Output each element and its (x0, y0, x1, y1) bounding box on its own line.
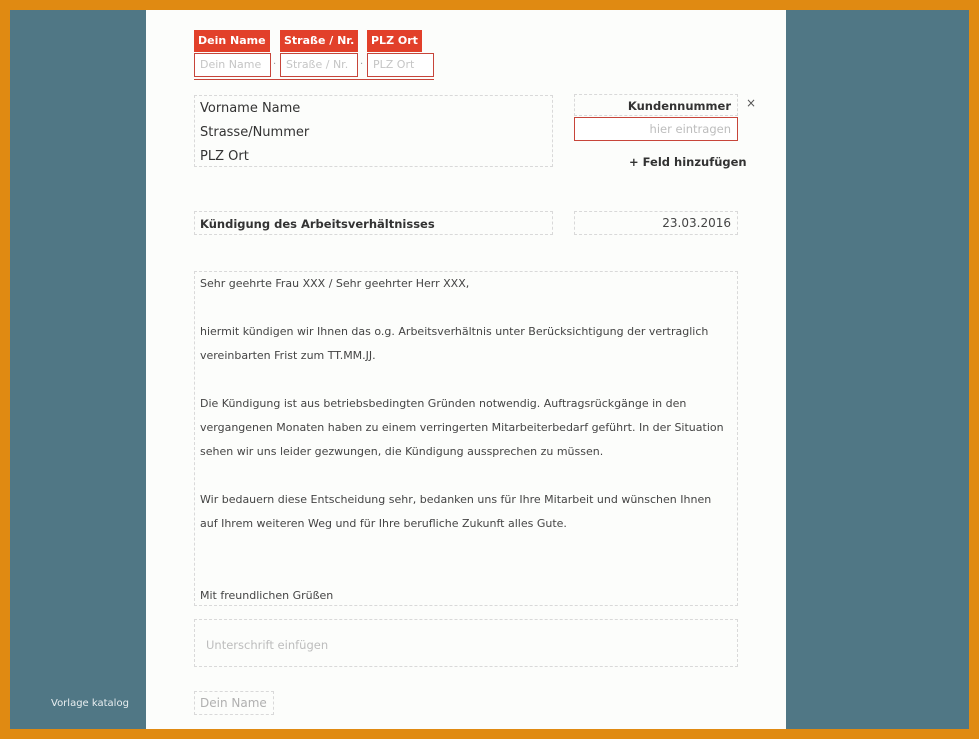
recipient-city: PLZ Ort (200, 149, 249, 164)
blank-line (200, 464, 732, 488)
sender-name-input[interactable]: Dein Name (194, 53, 271, 77)
paragraph-line: vergangenen Monaten haben zu einem verringerten Mitarbeiterbedarf geführt. In der Situation (200, 421, 724, 434)
letter-page (146, 10, 786, 729)
footer-name-placeholder: Dein Name (200, 696, 267, 710)
sender-city-label: PLZ Ort (367, 30, 422, 52)
blank-line (200, 536, 732, 560)
sender-city-input[interactable]: PLZ Ort (367, 53, 434, 77)
paragraph-line: hiermit kündigen wir Ihnen das o.g. Arbeitsverhältnis unter Berücksichtigung der vertraglich (200, 325, 709, 338)
add-field-button[interactable]: + Feld hinzufügen (629, 155, 747, 169)
customer-number-input[interactable] (574, 117, 738, 141)
footer-name-field[interactable] (194, 691, 274, 715)
sender-street-label: Straße / Nr. (280, 30, 358, 52)
paragraph-line: auf Ihrem weiteren Weg und für Ihre berufliche Zukunft alles Gute. (200, 517, 567, 530)
subject-text: Kündigung des Arbeitsverhältnisses (200, 217, 435, 231)
recipient-name: Vorname Name (200, 101, 301, 116)
blank-line (200, 368, 732, 392)
date-field[interactable] (574, 211, 738, 235)
blank-line (200, 560, 732, 584)
sender-underline (194, 79, 434, 80)
paragraph-line: vereinbarten Frist zum TT.MM.JJ. (200, 349, 376, 362)
paragraph-line: Die Kündigung ist aus betriebsbedingten Gründen notwendig. Auftragsrückgänge in den (200, 397, 687, 410)
closing: Mit freundlichen Grüßen (200, 589, 334, 602)
recipient-street: Strasse/Nummer (200, 125, 310, 140)
sender-street-input[interactable]: Straße / Nr. (280, 53, 358, 77)
letter-body-field[interactable] (194, 271, 738, 606)
paragraph-line: sehen wir uns leider gezwungen, die Kündigung aussprechen zu müssen. (200, 445, 604, 458)
signature-field[interactable] (194, 619, 738, 667)
sender-name-label: Dein Name (194, 30, 270, 52)
customer-number-label-field[interactable] (574, 94, 738, 116)
customer-number-label: Kundennummer (627, 99, 731, 113)
blank-line (200, 296, 732, 320)
paragraph-line: Wir bedauern diese Entscheidung sehr, bedanken uns für Ihre Mitarbeit und wünschen Ihnen (200, 493, 712, 506)
date-text: 23.03.2016 (662, 216, 731, 230)
subject-field[interactable] (194, 211, 553, 235)
separator-dot: · (360, 59, 364, 70)
watermark-text: Vorlage katalog (51, 698, 129, 709)
signature-placeholder: Unterschrift einfügen (206, 638, 329, 652)
close-icon[interactable]: × (746, 96, 757, 110)
salutation: Sehr geehrte Frau XXX / Sehr geehrter Herr XXX, (200, 277, 470, 290)
separator-dot: · (273, 59, 277, 70)
customer-number-placeholder: hier eintragen (649, 122, 731, 136)
recipient-address-field[interactable] (194, 95, 553, 167)
